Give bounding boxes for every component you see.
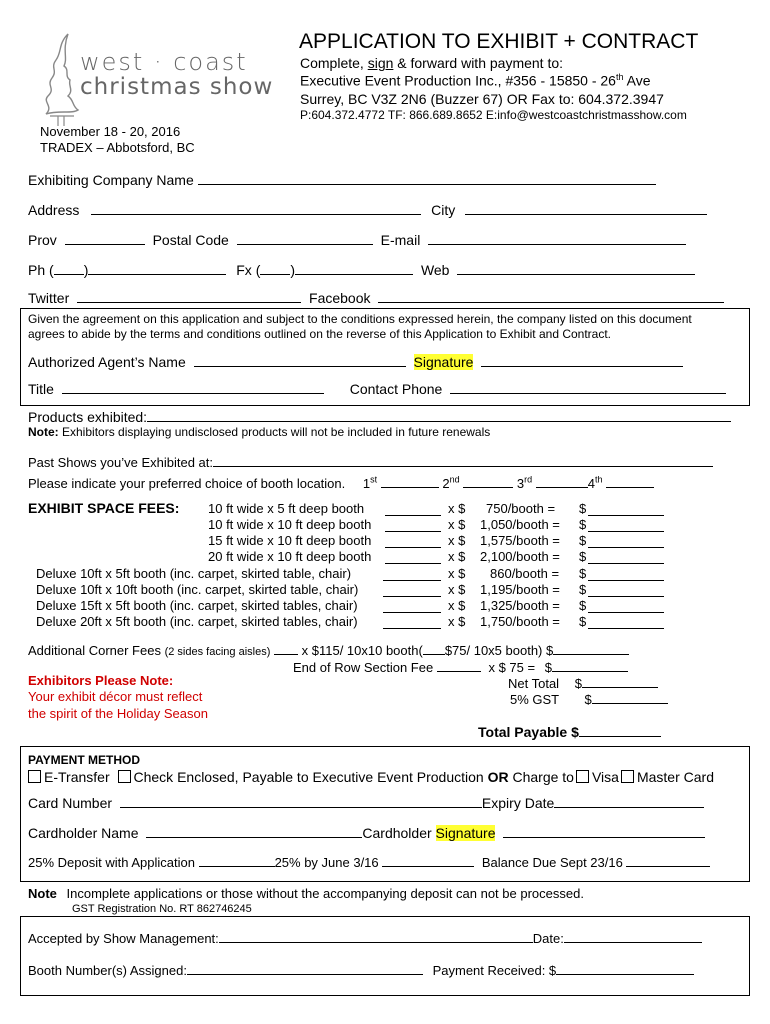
fee-desc: Deluxe 10ft x 10ft booth (inc. carpet, skirted table, chair) bbox=[36, 582, 359, 597]
fee-total-field[interactable] bbox=[588, 614, 664, 629]
balance-label: Balance Due Sept 23/16 bbox=[481, 855, 623, 870]
instructions bbox=[300, 55, 563, 71]
products-label: Products exhibited: bbox=[28, 409, 148, 425]
title-row bbox=[28, 379, 726, 397]
products-row bbox=[28, 407, 731, 425]
deposit-row bbox=[28, 852, 710, 870]
address-line-1-text: Executive Event Production Inc., #356 - 15850 - 26 bbox=[300, 72, 616, 89]
visa-checkbox[interactable] bbox=[576, 770, 589, 783]
date-label: Date: bbox=[532, 931, 564, 946]
footer-note-bold: Note bbox=[28, 886, 57, 901]
past-shows-row bbox=[28, 452, 713, 470]
footer-note bbox=[28, 886, 584, 901]
choice-1-label: 1 bbox=[362, 476, 371, 491]
signature-field[interactable] bbox=[481, 352, 683, 367]
cardholder-signature-label: Signature bbox=[435, 825, 496, 841]
fee-total-dollar: $ bbox=[579, 533, 587, 548]
web-label: Web bbox=[420, 262, 450, 278]
fee-price: 1,575/booth = bbox=[480, 533, 560, 548]
choice-2-sup: nd bbox=[449, 474, 460, 485]
booth-assigned-field[interactable] bbox=[187, 960, 423, 975]
fee-total-field[interactable] bbox=[588, 566, 664, 581]
deposit-2-field[interactable] bbox=[382, 852, 474, 867]
prov-field[interactable] bbox=[65, 230, 145, 245]
etransfer-checkbox[interactable] bbox=[28, 770, 41, 783]
ph-field[interactable] bbox=[88, 260, 226, 275]
exhibitors-note-line-2: the spirit of the Holiday Season bbox=[28, 706, 208, 721]
choice-1-field[interactable] bbox=[381, 473, 439, 488]
fee-total-field[interactable] bbox=[588, 582, 664, 597]
instructions-sign: sign bbox=[367, 55, 394, 71]
fee-qty-field[interactable] bbox=[385, 533, 441, 548]
mailing-address-line-1 bbox=[300, 72, 651, 89]
corner-mid: x $115/ 10x10 booth( bbox=[301, 643, 423, 658]
end-row-dollar: $ bbox=[544, 660, 552, 675]
fee-desc: 10 ft wide x 5 ft deep booth bbox=[208, 501, 365, 516]
deposit-1-field[interactable] bbox=[199, 852, 275, 867]
title-field[interactable] bbox=[62, 379, 324, 394]
corner-total-field[interactable] bbox=[553, 640, 629, 655]
facebook-label: Facebook bbox=[309, 290, 371, 306]
postal-field[interactable] bbox=[237, 230, 373, 245]
agent-row bbox=[28, 352, 683, 370]
instructions-pre: Complete, bbox=[300, 55, 368, 71]
fee-x: x $ bbox=[448, 598, 466, 613]
gst-label: 5% GST bbox=[510, 692, 559, 707]
corner-mid2: $75/ 10x5 booth) $ bbox=[444, 643, 554, 658]
corner-half-qty-field[interactable] bbox=[423, 640, 445, 655]
fee-total-dollar: $ bbox=[579, 598, 587, 613]
choice-2-field[interactable] bbox=[463, 473, 513, 488]
fee-price: 1,050/booth = bbox=[480, 517, 560, 532]
fee-total-field[interactable] bbox=[588, 598, 664, 613]
fee-qty-field[interactable] bbox=[385, 501, 441, 516]
fee-total-dollar: $ bbox=[579, 614, 587, 629]
address-superscript: th bbox=[615, 72, 624, 82]
fee-x: x $ bbox=[448, 517, 466, 532]
contact-phone-label: Contact Phone bbox=[349, 381, 443, 397]
ph-paren: ( bbox=[49, 262, 54, 278]
net-total-label: Net Total bbox=[508, 676, 560, 691]
address-row bbox=[28, 200, 707, 218]
products-field[interactable] bbox=[147, 407, 731, 422]
title-label: Title bbox=[28, 381, 54, 397]
cardholder-label: Cardholder Name bbox=[28, 825, 139, 841]
fee-total-dollar: $ bbox=[579, 501, 587, 516]
fee-x: x $ bbox=[448, 501, 466, 516]
company-row bbox=[28, 170, 656, 188]
choice-3-sup: rd bbox=[524, 474, 533, 485]
etransfer-label: E-Transfer bbox=[44, 769, 110, 785]
ph-paren-close: ) bbox=[83, 262, 89, 278]
agent-label: Authorized Agent’s Name bbox=[28, 354, 186, 370]
end-row-price: x $ 75 = bbox=[488, 660, 536, 675]
contact-info: P:604.372.4772 TF: 866.689.8652 E:info@westcoastchristmasshow.com bbox=[300, 108, 687, 122]
past-shows-label: Past Shows you’ve Exhibited at: bbox=[28, 455, 213, 470]
company-label: Exhibiting Company Name bbox=[28, 172, 194, 188]
end-row-label: End of Row Section Fee bbox=[293, 660, 434, 675]
choice-4-field[interactable] bbox=[606, 473, 654, 488]
fee-total-field[interactable] bbox=[588, 517, 664, 532]
fee-price: 750/booth = bbox=[486, 501, 556, 516]
ph-area-field[interactable] bbox=[54, 260, 84, 275]
city-label: City bbox=[431, 202, 456, 218]
address-line-1-end: Ave bbox=[623, 72, 651, 89]
prov-label: Prov bbox=[28, 232, 57, 248]
prov-row bbox=[28, 230, 686, 248]
facebook-field[interactable] bbox=[378, 288, 724, 303]
card-number-row bbox=[28, 793, 704, 811]
products-note-text: Exhibitors displaying undisclosed products will not be included in future renewals bbox=[58, 425, 491, 439]
fee-total-dollar: $ bbox=[579, 517, 587, 532]
gst-registration: GST Registration No. RT 862746245 bbox=[72, 903, 252, 915]
logo-line-2: christmas show bbox=[80, 74, 274, 100]
fee-desc: Deluxe 20ft x 5ft booth (inc. carpet, skirted tables, chair) bbox=[36, 614, 358, 629]
web-field[interactable] bbox=[457, 260, 695, 275]
card-number-label: Card Number bbox=[28, 795, 113, 811]
gst-field[interactable] bbox=[592, 689, 668, 704]
exhibitors-note-title: Exhibitors Please Note: bbox=[28, 673, 174, 688]
total-payable-field[interactable] bbox=[579, 722, 661, 737]
cardholder-signature-field[interactable] bbox=[503, 823, 705, 838]
total-payable-label: Total Payable $ bbox=[478, 724, 579, 740]
phone-row bbox=[28, 260, 695, 278]
date-field[interactable] bbox=[564, 928, 702, 943]
deposit-1-label: 25% Deposit with Application bbox=[28, 855, 195, 870]
company-field[interactable] bbox=[198, 170, 656, 185]
payment-heading: PAYMENT METHOD bbox=[28, 753, 141, 767]
booth-assigned-label: Booth Number(s) Assigned: bbox=[28, 963, 187, 978]
exhibitors-note-line-1: Your exhibit décor must reflect bbox=[28, 689, 203, 704]
fee-x: x $ bbox=[448, 614, 466, 629]
fee-desc: Deluxe 10ft x 5ft booth (inc. carpet, skirted table, chair) bbox=[36, 566, 352, 581]
fee-x: x $ bbox=[448, 582, 466, 597]
or-label: OR bbox=[487, 769, 509, 785]
postal-label: Postal Code bbox=[152, 232, 229, 248]
fx-field[interactable] bbox=[295, 260, 413, 275]
corner-qty-field[interactable] bbox=[274, 640, 298, 655]
fee-total-field[interactable] bbox=[588, 549, 664, 564]
expiry-field[interactable] bbox=[554, 793, 704, 808]
choice-1-sup: st bbox=[370, 474, 378, 485]
fx-paren: ( bbox=[255, 262, 261, 278]
fee-total-dollar: $ bbox=[579, 549, 587, 564]
mastercard-label: Master Card bbox=[636, 769, 714, 785]
agent-field[interactable] bbox=[194, 352, 406, 367]
corner-label: Additional Corner Fees bbox=[28, 643, 161, 658]
accepted-field[interactable] bbox=[219, 928, 533, 943]
choice-2-label: 2 bbox=[442, 476, 450, 491]
corner-small: (2 sides facing aisles) bbox=[164, 646, 271, 658]
deposit-2-label: 25% by June 3/16 bbox=[274, 855, 379, 870]
fx-label: Fx bbox=[236, 262, 252, 278]
fx-area-field[interactable] bbox=[260, 260, 290, 275]
end-row-total-field[interactable] bbox=[552, 657, 628, 672]
visa-label: Visa bbox=[591, 769, 619, 785]
choice-4-label: 4 bbox=[587, 476, 595, 491]
fee-desc: 20 ft wide x 10 ft deep booth bbox=[208, 549, 372, 564]
fee-desc: Deluxe 15ft x 5ft booth (inc. carpet, skirted tables, chair) bbox=[36, 598, 358, 613]
net-total-field[interactable] bbox=[582, 673, 658, 688]
ph-label: Ph bbox=[28, 262, 46, 278]
accepted-row bbox=[28, 928, 702, 946]
fees-heading: EXHIBIT SPACE FEES: bbox=[28, 500, 180, 516]
email-field[interactable] bbox=[428, 230, 686, 245]
cheque-label: Check Enclosed, Payable to Executive Event Production bbox=[133, 769, 484, 785]
fee-x: x $ bbox=[448, 533, 466, 548]
card-number-field[interactable] bbox=[120, 793, 482, 808]
choice-3-label: 3 bbox=[516, 476, 525, 491]
products-note-bold: Note: bbox=[28, 425, 59, 439]
fee-desc: 10 ft wide x 10 ft deep booth bbox=[208, 517, 372, 532]
twitter-label: Twitter bbox=[28, 290, 70, 306]
agreement-text-1: Given the agreement on this application and subject to the conditions expressed herein, the company listed on this document bbox=[28, 312, 692, 326]
fee-qty-field[interactable] bbox=[383, 598, 441, 613]
mastercard-checkbox[interactable] bbox=[621, 770, 634, 783]
net-total-dollar: $ bbox=[574, 676, 582, 691]
cardholder-row bbox=[28, 823, 705, 841]
mailing-address-line-2: Surrey, BC V3Z 2N6 (Buzzer 67) OR Fax to: 604.372.3947 bbox=[300, 91, 664, 107]
fee-total-field[interactable] bbox=[588, 501, 664, 516]
address-field[interactable] bbox=[91, 200, 421, 215]
accepted-label: Accepted by Show Management: bbox=[28, 931, 219, 946]
choice-4-sup: th bbox=[594, 474, 603, 485]
contact-phone-field[interactable] bbox=[450, 379, 726, 394]
gst-dollar: $ bbox=[584, 692, 592, 707]
cardholder-sig-label: Cardholder bbox=[362, 825, 432, 841]
social-row bbox=[28, 288, 724, 306]
fee-x: x $ bbox=[448, 549, 466, 564]
footer-note-text: Incomplete applications or those without the accompanying deposit can not be processed. bbox=[66, 886, 584, 901]
fee-x: x $ bbox=[448, 566, 466, 581]
fee-total-dollar: $ bbox=[579, 566, 587, 581]
fee-qty-field[interactable] bbox=[383, 566, 441, 581]
fee-qty-field[interactable] bbox=[383, 614, 441, 629]
balance-field[interactable] bbox=[626, 852, 710, 867]
products-note bbox=[28, 425, 490, 439]
fee-price: 1,750/booth = bbox=[480, 614, 560, 629]
agreement-text-2: agrees to abide by the terms and conditions outlined on the reverse of this Application to Exhibit and Contract. bbox=[28, 327, 612, 341]
address-label: Address bbox=[28, 202, 80, 218]
fee-qty-field[interactable] bbox=[385, 549, 441, 564]
twitter-field[interactable] bbox=[77, 288, 301, 303]
christmas-tree-logo-icon bbox=[28, 30, 84, 130]
city-field[interactable] bbox=[465, 200, 707, 215]
payment-received-label: Payment Received: $ bbox=[432, 963, 557, 978]
choice-3-field[interactable] bbox=[536, 473, 588, 488]
fee-desc: 15 ft wide x 10 ft deep booth bbox=[208, 533, 372, 548]
past-shows-field[interactable] bbox=[213, 452, 713, 467]
booth-choice-row bbox=[28, 473, 654, 491]
expiry-label: Expiry Date bbox=[481, 795, 555, 811]
fee-price: 1,195/booth = bbox=[480, 582, 560, 597]
fee-qty-field[interactable] bbox=[385, 517, 441, 532]
fee-total-dollar: $ bbox=[579, 582, 587, 597]
fee-qty-field[interactable] bbox=[383, 582, 441, 597]
booth-choice-label: Please indicate your preferred choice of booth location. bbox=[28, 476, 346, 491]
fx-paren-close: ) bbox=[290, 262, 296, 278]
payment-options-row bbox=[28, 769, 714, 785]
fee-total-field[interactable] bbox=[588, 533, 664, 548]
fee-price: 860/booth = bbox=[490, 566, 560, 581]
corner-fee-row bbox=[28, 640, 629, 658]
fee-price: 2,100/booth = bbox=[480, 549, 560, 564]
fee-price: 1,325/booth = bbox=[480, 598, 560, 613]
event-venue: TRADEX – Abbotsford, BC bbox=[40, 140, 195, 155]
payment-received-field[interactable] bbox=[556, 960, 694, 975]
form-title: APPLICATION TO EXHIBIT + CONTRACT bbox=[299, 30, 699, 53]
logo-line-1: west · coast bbox=[80, 48, 248, 76]
email-label: E-mail bbox=[380, 232, 421, 248]
instructions-post: & forward with payment to: bbox=[393, 55, 564, 71]
cheque-checkbox[interactable] bbox=[118, 770, 131, 783]
total-payable-row bbox=[478, 722, 661, 740]
charge-label: Charge to bbox=[512, 769, 574, 785]
end-row-qty-field[interactable] bbox=[437, 657, 481, 672]
signature-label: Signature bbox=[413, 354, 474, 370]
event-dates: November 18 - 20, 2016 bbox=[40, 124, 181, 139]
cardholder-field[interactable] bbox=[146, 823, 362, 838]
booth-assigned-row bbox=[28, 960, 694, 978]
gst-row bbox=[510, 689, 668, 707]
